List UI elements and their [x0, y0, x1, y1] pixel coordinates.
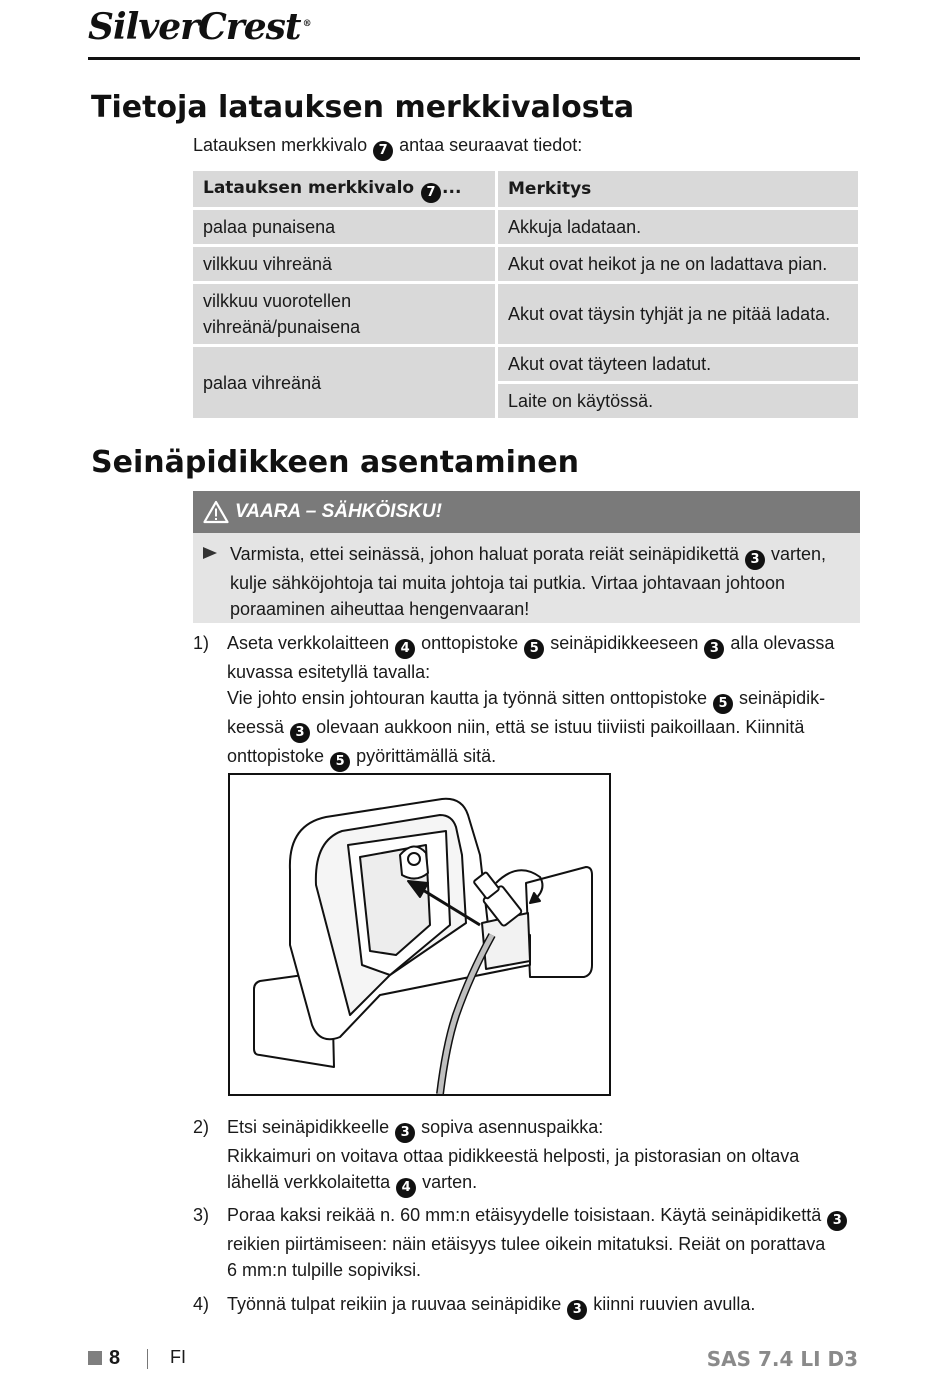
wall-mount-drawing: [230, 775, 609, 1094]
registered-mark: ®: [302, 19, 311, 29]
footer-language: FI: [170, 1347, 186, 1367]
brand-name: SilverCrest: [88, 6, 301, 48]
brand-logo: [88, 6, 311, 48]
header-rule: [88, 57, 860, 60]
arrow-bullet-icon: [203, 547, 217, 559]
table-row: palaa punaisena Akkuja ladataan.: [193, 210, 858, 244]
wall-mount-illustration: [228, 773, 611, 1096]
warning-title: VAARA – SÄHKÖISKU!: [235, 501, 442, 522]
warning-text: Varmista, ettei seinässä, johon haluat porata reiät seinäpidikettä 3 varten, kulje sähköjohtoja tai muita johtoja tai putkia. Virtaa johtavaan johtoon poraaminen aiheuttaa hengenvaaran!: [230, 544, 827, 619]
warning-header: [193, 491, 860, 533]
section-title-charging-indicator: Tietoja latauksen merkkivalosta: [91, 90, 635, 125]
warning-triangle-icon: [203, 500, 229, 524]
table-row: Laite on käytössä.: [193, 384, 858, 418]
warning-body: [193, 533, 860, 623]
section-title-wall-mount: Seinäpidikkeen asentaminen: [91, 445, 579, 480]
table-row: vilkkuu vihreänä Akut ovat heikot ja ne on ladattava pian.: [193, 247, 858, 281]
step-1: 1) Aseta verkkolaitteen 4 onttopistoke 5 seinäpidikkeeseen 3 alla olevassa kuvassa esitetyllä tavalla: Vie johto ensin johtouran kautta ja työnnä sitten onttopistoke 5 seinäpidik- keessä 3 olevaan aukkoon niin, että se istuu tiiviisti paikoillaan. Kiinnitä onttopistoke 5 pyörittämällä sitä.: [193, 630, 860, 760]
footer-divider: [147, 1349, 148, 1369]
page-number: 8: [109, 1347, 121, 1369]
table-header-row: [193, 171, 858, 207]
ref-number-7: 7: [373, 141, 393, 161]
step-4: 4) Työnnä tulpat reikiin ja ruuvaa seinäpidike 3 kiinni ruuvien avulla.: [193, 1291, 860, 1319]
col-header-indicator: Latauksen merkkivalo 7 ...: [193, 171, 495, 207]
indicator-table: [190, 168, 861, 421]
step-3: 3) Poraa kaksi reikää n. 60 mm:n etäisyydelle toisistaan. Käytä seinäpidikettä 3 reikien piirtämiseen: näin etäisyys tulee oikein mitatuksi. Reiät on porattava 6 mm:n tulpille sopiviksi.: [193, 1202, 860, 1282]
table-row: palaa vihreänä Akut ovat täyteen ladatut.: [193, 347, 858, 381]
section-intro: Latauksen merkkivalo 7 antaa seuraavat tiedot:: [193, 132, 582, 161]
col-header-meaning: Merkitys: [498, 171, 858, 207]
table-row: vilkkuu vuorotellen vihreänä/punaisena Akut ovat täysin tyhjät ja ne pitää ladata.: [193, 284, 858, 344]
page-marker-square: [88, 1351, 102, 1365]
step-2: 2) Etsi seinäpidikkeelle 3 sopiva asennuspaikka: Rikkaimuri on voitava ottaa pidikkeestä helposti, ja pistorasian on oltava lähellä verkkolaitetta 4 varten.: [193, 1114, 860, 1194]
footer-model: SAS 7.4 LI D3: [706, 1347, 858, 1371]
